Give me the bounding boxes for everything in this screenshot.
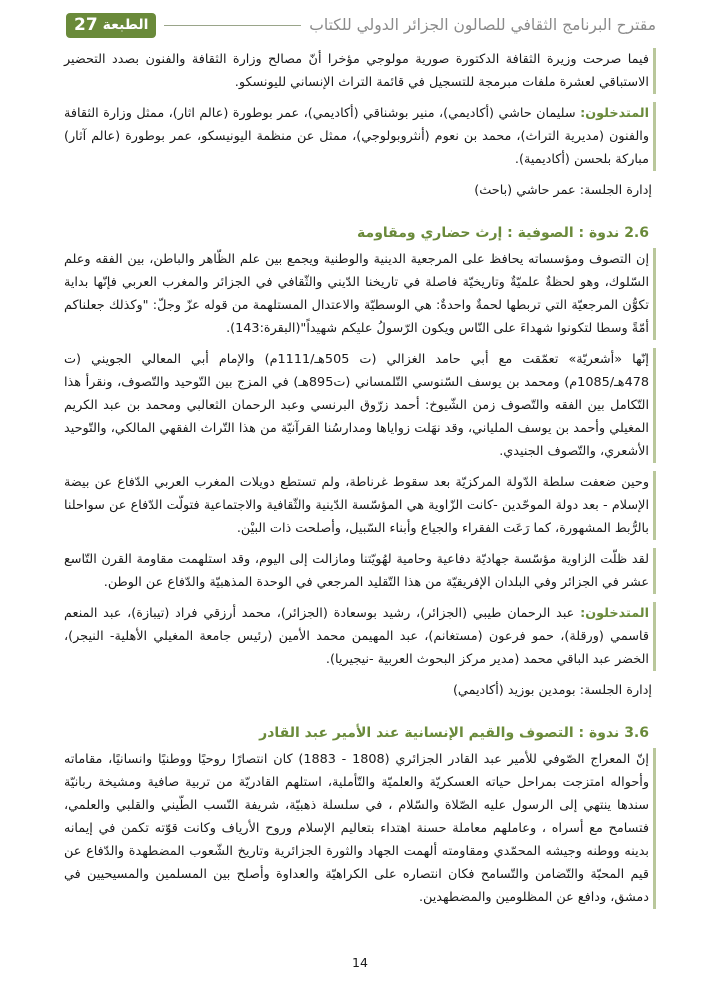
intro-paragraph: فيما صرحت وزيرة الثقافة الدكتورة صورية مولوجي مؤخرا أنّ مصالح وزارة الثقافة والفنون بصدد التحضير الاستباقي لعشرة ملفات مبرمجة للتسجيل في قائمة التراث الإنساني لليونسكو. (64, 48, 656, 94)
intro-speakers (64, 102, 656, 171)
intro-speakers-list: سليمان حاشي (أكاديمي)، منير بوشناقي (أكاديمي)، عمر بوطورة (عالم اثار)، ممثل وزارة الثقافة والفنون (مديرية التراث)، محمد بن نعوم (أنثروبولوجي)، ممثل عن منظمة اليونيسكو، عمر بوطورة (عالم آثار) مباركة بلحسن (أكاديمية). (64, 106, 649, 167)
intro-moderator-name: عمر حاشي (باحث) (474, 183, 576, 198)
section-2-6-paragraph-2: إنّها «أشعريّة» تعمّقت مع أبي حامد الغزالي (ت 505هـ/1111م) والإمام أبي المعالي الجويني (ت 478هـ/1085م) ومحمد بن يوسف السّنوسي التّلمساني (ت895هـ) في المزج بين التّوحيد والتّصوف، ونقرأ هذا التّكامل بين الفقه والتّصوف زمن الشّيوخ: أحمد زرّوق البرنسي وعبد الرحمان الثعالبي ومحمد بن عبد الكريم المغيلي وأحمد بن يوسف الملياني، وقد نهَلت زواياها ومدارسُنا القرآنيّة من هذا التّراث الفقهي المالكي، والتّوحيد الأشعري، والتّصوف الجنيدي. (64, 348, 656, 463)
section-3-6-paragraph-1: إنّ المعراج الصّوفي للأمير عبد القادر الجزائري (1808 - 1883) كان انتصارًا روحيًا ووطنيًا وانسانيًا، مقاماته وأحواله امتزجت بمراحل حياته العسكريّة والعلميّة والتّأملية، استلهم القادريّة من تربية صافية ومشيخة ربانيّة سندها ينتهي إلى الرسول عليه الصّلاة والسّلام ، في سلسلة ذهبيّة، شريفة النّسب الطّيني والقلبي والعلمي، فتسامح مع أسراه ، وعاملهم معاملة حسنة اهتداء بتعاليم الإسلام وروح الأرياف وكانت قوّته تكمن في إيمانه بدينه ووطنه وجيشه المحمّدي ومقاومته ألهمت الجهاد والثورة الجزائرية وتاريخ الشّعوب المضطهدة والدّفاع عن قيم المحبّة والتّضامن والتّسامح فكان انتصاره على الكراهيّة والعداوة وأصلح بين المسلمين والمسيحيين في دمشق، ودافع عن المظلومين والمضطهدين. (64, 748, 656, 909)
section-2-6-title: 2.6 ندوة : الصوفية : إرث حضاري ومقاومة (357, 225, 649, 241)
edition-label: الطبعة (102, 16, 149, 33)
page-number: 14 (352, 955, 368, 970)
header-title: مقترح البرنامج الثقافي للصالون الجزائر الدولي للكتاب (309, 16, 656, 34)
page-header (66, 12, 656, 38)
edition-number: 27 (74, 14, 98, 35)
section-2-6-paragraph-4: لقد ظلّت الزاوية مؤسّسة جهاديّة دفاعية وحامية لهُويّتنا ومازالت إلى اليوم، وقد استلهمت مقاومة القرن التّاسع عشر في الجزائر وفي البلدان الإفريقيّة من هذا التّقليد المرجعي في الوحدة المذهبيّة والدّفاع عن الوطن. (64, 548, 656, 594)
section-2-6-paragraph-3: وحين ضعفت سلطة الدّولة المركزيّة بعد سقوط غرناطة، ولم تستطع دويلات المغرب العربي الدّفاع عن بيضة الإسلام - بعد دولة الموحّدين -كانت الزّاوية هي المؤسّسة الدّينية والثّقافية والاجتماعية فتولّت الدّفاع عن سواحلنا بالرُّبط المشهورة، كما رَعَت الفقراء والجياع وأبناء السّبيل، وأصلحت ذات البيْن. (64, 471, 656, 540)
section-2-6-moderator-label: إدارة الجلسة: (579, 683, 652, 698)
section-2-6-speakers (64, 602, 656, 671)
section-2-6-moderator-name: بومدين بوزيد (أكاديمي) (452, 683, 576, 698)
intro-moderator-label: إدارة الجلسة: (579, 183, 652, 198)
section-3-6-title: 3.6 ندوة : التصوف والقيم الإنسانية عند الأمير عبد القادر (259, 725, 649, 741)
section-2-6-speakers-list: عبد الرحمان طيبي (الجزائر)، رشيد بوسعادة (الجزائر)، محمد أرزقي فراد (تيبازة)، عبد المنعم قاسمي (ورقلة)، حمو فرعون (مستغانم)، عبد المهيمن محمد الأمين (رئيس جامعة المغيلي الأهلية- النيجر)، الخضر عبد الباقي محمد (مدير مركز البحوث العربية -نيجيريا). (64, 606, 649, 667)
intro-speakers-label: المتدخلون: (580, 106, 649, 121)
section-2-6-moderator (64, 679, 656, 702)
intro-moderator (64, 179, 656, 202)
section-2-6-speakers-label: المتدخلون: (580, 606, 649, 621)
section-2-6-paragraph-1: إن التصوف ومؤسساته يحافظ على المرجعية الدينية والوطنية ويجمع بين علم الظّاهر والباطن، بين الفقه وعلم السّلوك، وهو لحظةٌ علميّةٌ وتاريخيّة فاصلة في تاريخنا الدّيني والثّقافي في الجزائر والمغرب العربي فإنّها بداية تكوُّن المرجعيّة التي تربطها لحمةٌ واحدةٌ: هي الوسطيّة والاعتدال المستلهمة من قوله عزّ وجلّ: "وكذلك جعلناكم أمّةً وسطا لتكونوا شهداءَ على النّاس ويكون الرّسولُ عليكم شهيداً"(البقرة:143). (64, 248, 656, 340)
edition-badge (66, 13, 156, 38)
page-content (64, 48, 656, 917)
header-rule (164, 25, 301, 26)
